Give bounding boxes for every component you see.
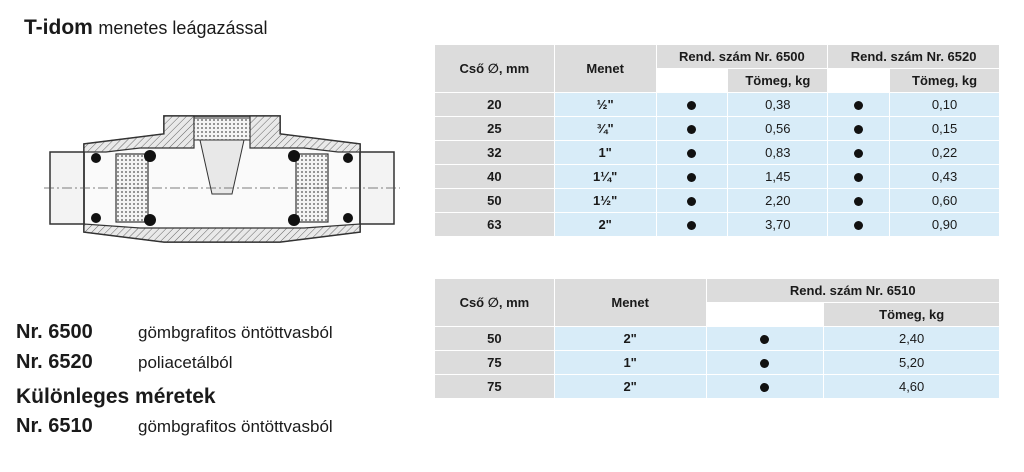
availability-dot-icon	[687, 149, 696, 158]
table-row	[435, 117, 1000, 141]
thread-cell: 1"	[554, 141, 656, 165]
thread-cell: ¾"	[554, 117, 656, 141]
availability-dot-icon	[687, 197, 696, 206]
availability-6500-cell	[656, 213, 728, 237]
spec-table-6500-6520	[434, 44, 1000, 237]
availability-dot-icon	[854, 101, 863, 110]
availability-dot-icon	[854, 173, 863, 182]
weight-6500-cell: 2,20	[728, 189, 828, 213]
page-title	[24, 16, 268, 40]
availability-dot-icon	[854, 125, 863, 134]
availability-dot-icon	[854, 221, 863, 230]
note-6500-number: Nr. 6500	[16, 321, 93, 343]
pipe-diameter-cell: 25	[435, 117, 555, 141]
header-weight-6520: Tömeg, kg	[890, 69, 1000, 93]
thread-cell: 2"	[554, 213, 656, 237]
availability-6500-cell	[656, 141, 728, 165]
weight-6520-cell: 0,43	[890, 165, 1000, 189]
availability-6500-cell	[656, 117, 728, 141]
weight-6520-cell: 0,90	[890, 213, 1000, 237]
availability-dot-icon	[687, 221, 696, 230]
table-row	[435, 375, 1000, 399]
tee-fitting-drawing	[44, 110, 400, 260]
note-6520-description: poliacetálból	[138, 353, 233, 372]
thread-cell: 2"	[554, 327, 706, 351]
pipe-diameter-cell: 20	[435, 93, 555, 117]
pipe-diameter-cell: 75	[435, 375, 555, 399]
special-sizes-heading: Különleges méretek	[16, 385, 216, 408]
weight-6500-cell: 0,38	[728, 93, 828, 117]
thread-cell: 1½"	[554, 189, 656, 213]
weight-6520-cell: 0,22	[890, 141, 1000, 165]
table-row	[435, 327, 1000, 351]
availability-dot-icon	[687, 125, 696, 134]
weight-6500-cell: 0,56	[728, 117, 828, 141]
header-group-6520: Rend. szám Nr. 6520	[828, 45, 1000, 69]
availability-6520-cell	[828, 93, 890, 117]
weight-6510-cell: 4,60	[824, 375, 1000, 399]
header-thread-2: Menet	[554, 279, 706, 327]
table-row	[435, 141, 1000, 165]
availability-6520-cell	[828, 117, 890, 141]
availability-dot-icon	[760, 359, 769, 368]
thread-cell: ½"	[554, 93, 656, 117]
availability-6520-cell	[828, 213, 890, 237]
availability-6510-cell	[706, 327, 824, 351]
thread-cell: 1"	[554, 351, 706, 375]
pipe-diameter-cell: 63	[435, 213, 555, 237]
availability-6500-cell	[656, 93, 728, 117]
header-weight-6500: Tömeg, kg	[728, 69, 828, 93]
availability-dot-icon	[760, 383, 769, 392]
note-6510	[16, 412, 333, 442]
header-pipe-diameter-2: Cső ∅, mm	[435, 279, 555, 327]
availability-6500-cell	[656, 165, 728, 189]
availability-dot-icon	[854, 197, 863, 206]
thread-cell: 2"	[554, 375, 706, 399]
note-6500-description: gömbgrafitos öntöttvasból	[138, 323, 333, 342]
weight-6510-cell: 5,20	[824, 351, 1000, 375]
note-6500	[16, 318, 333, 348]
table-row	[435, 351, 1000, 375]
availability-dot-icon	[687, 101, 696, 110]
weight-6520-cell: 0,60	[890, 189, 1000, 213]
weight-6520-cell: 0,15	[890, 117, 1000, 141]
thread-cell: 1¼"	[554, 165, 656, 189]
header-weight-6510: Tömeg, kg	[824, 303, 1000, 327]
table-row	[435, 165, 1000, 189]
pipe-diameter-cell: 75	[435, 351, 555, 375]
table-row	[435, 213, 1000, 237]
note-6510-number: Nr. 6510	[16, 415, 93, 437]
weight-6520-cell: 0,10	[890, 93, 1000, 117]
spec-table-6510	[434, 278, 1000, 399]
note-6510-description: gömbgrafitos öntöttvasból	[138, 417, 333, 436]
note-6520	[16, 348, 333, 378]
weight-6510-cell: 2,40	[824, 327, 1000, 351]
availability-6520-cell	[828, 189, 890, 213]
availability-dot-icon	[760, 335, 769, 344]
availability-6520-cell	[828, 165, 890, 189]
pipe-diameter-cell: 40	[435, 165, 555, 189]
table-row	[435, 93, 1000, 117]
product-notes	[16, 318, 333, 442]
weight-6500-cell: 1,45	[728, 165, 828, 189]
pipe-diameter-cell: 50	[435, 189, 555, 213]
table-row	[435, 189, 1000, 213]
weight-6500-cell: 0,83	[728, 141, 828, 165]
availability-6520-cell	[828, 141, 890, 165]
availability-dot-icon	[854, 149, 863, 158]
header-thread: Menet	[554, 45, 656, 93]
pipe-diameter-cell: 50	[435, 327, 555, 351]
header-group-6500: Rend. szám Nr. 6500	[656, 45, 828, 69]
pipe-diameter-cell: 32	[435, 141, 555, 165]
title-product: T-idom	[24, 16, 93, 39]
availability-6510-cell	[706, 351, 824, 375]
header-group-6510: Rend. szám Nr. 6510	[706, 279, 999, 303]
title-description: menetes leágazással	[98, 18, 268, 38]
availability-6500-cell	[656, 189, 728, 213]
note-6520-number: Nr. 6520	[16, 351, 93, 373]
weight-6500-cell: 3,70	[728, 213, 828, 237]
availability-dot-icon	[687, 173, 696, 182]
header-pipe-diameter: Cső ∅, mm	[435, 45, 555, 93]
availability-6510-cell	[706, 375, 824, 399]
